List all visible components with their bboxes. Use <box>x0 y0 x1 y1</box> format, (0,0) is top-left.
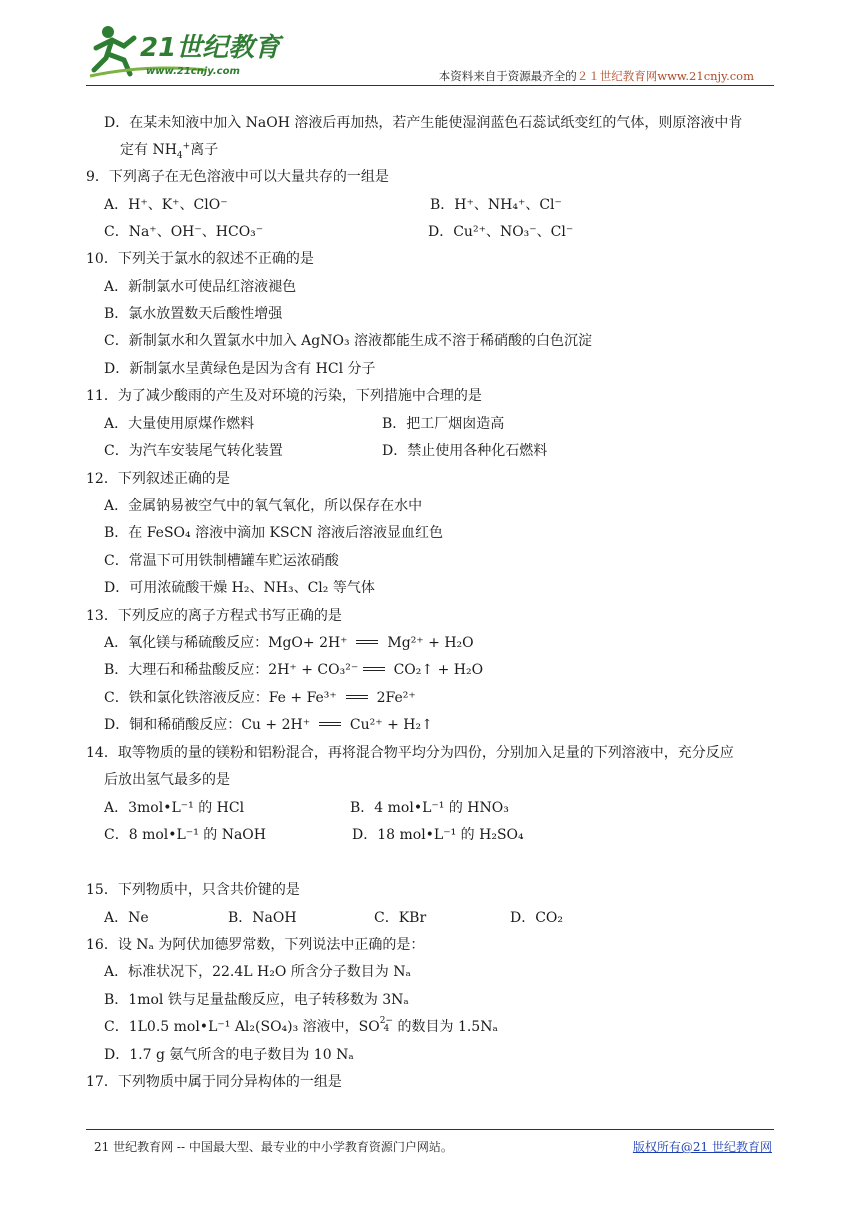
q8-d-pre: 定有 NH <box>120 142 177 158</box>
q9-option-c: C．Na⁺、OH⁻、HCO₃⁻ <box>104 224 264 240</box>
header-rule <box>86 85 774 86</box>
q11-option-d: D．禁止使用各种化石燃料 <box>382 443 548 459</box>
q10-option-d: D．新制氯水呈黄绿色是因为含有 HCl 分子 <box>104 361 376 377</box>
header-note-url[interactable]: www.21cnjy.com <box>657 69 754 83</box>
q13-b-rhs: CO₂↑ + H₂O <box>393 662 484 678</box>
q9-option-a: A．H⁺、K⁺、ClO⁻ <box>104 197 228 213</box>
q11-option-b: B．把工厂烟囱造高 <box>382 416 505 432</box>
q10-stem: 10．下列关于氯水的叙述不正确的是 <box>86 251 314 267</box>
q10-option-b: B．氯水放置数天后酸性增强 <box>104 306 283 322</box>
q8-option-d-line2: 定有 $NH_4^+$离子 <box>120 141 219 161</box>
q12-option-b: B．在 FeSO₄ 溶液中滴加 KSCN 溶液后溶液显血红色 <box>104 525 444 541</box>
q15-option-d: D．CO₂ <box>510 910 564 926</box>
equals-sign-icon <box>356 638 378 646</box>
q11-option-a: A．大量使用原煤作燃料 <box>104 416 255 432</box>
q13-c-lhs: C．铁和氯化铁溶液反应：Fe + Fe³⁺ <box>104 690 337 706</box>
q13-d-rhs: Cu²⁺ + H₂↑ <box>349 717 433 733</box>
q15-option-a: A．Ne <box>104 910 149 926</box>
q15-option-c: C．KBr <box>374 910 427 926</box>
q15-stem: 15．下列物质中，只含共价键的是 <box>86 882 300 898</box>
q13-stem: 13．下列反应的离子方程式书写正确的是 <box>86 608 342 624</box>
footer-rule <box>86 1129 774 1130</box>
q16-option-b: B．1mol 铁与足量盐酸反应，电子转移数为 3Nₐ <box>104 992 409 1008</box>
q14-option-b: B．4 mol•L⁻¹ 的 HNO₃ <box>350 800 509 816</box>
header-note <box>439 68 754 84</box>
q10-option-c: C．新制氯水和久置氯水中加入 AgNO₃ 溶液都能生成不溶于稀硝酸的白色沉淀 <box>104 333 593 349</box>
q10-option-a: A．新制氯水可使品红溶液褪色 <box>104 279 297 295</box>
header-note-source[interactable]: ２１世纪教育网 <box>576 69 658 83</box>
q16-option-c <box>104 1016 498 1038</box>
q8-d-post: 离子 <box>190 142 219 158</box>
q11-stem: 11．为了减少酸雨的产生及对环境的污染，下列措施中合理的是 <box>86 388 482 404</box>
q13-option-b <box>104 659 483 681</box>
q13-c-rhs: 2Fe²⁺ <box>376 690 416 706</box>
q12-stem: 12．下列叙述正确的是 <box>86 471 230 487</box>
q13-option-c <box>104 687 416 709</box>
q13-b-lhs: B．大理石和稀盐酸反应：2H⁺ + CO₃²⁻ <box>104 662 359 678</box>
q9-stem: 9．下列离子在无色溶液中可以大量共存的一组是 <box>86 169 389 185</box>
q11-option-c: C．为汽车安装尾气转化装置 <box>104 443 283 459</box>
q12-option-a: A．金属钠易被空气中的氧气氧化，所以保存在水中 <box>104 498 423 514</box>
q16-stem: 16．设 Nₐ 为阿伏加德罗常数，下列说法中正确的是： <box>86 937 425 953</box>
q14-stem-line1: 14．取等物质的量的镁粉和铝粉混合，再将混合物平均分为四份，分别加入足量的下列溶液中，充分反应 <box>86 745 734 761</box>
q17-stem: 17．下列物质中属于同分异构体的一组是 <box>86 1074 342 1090</box>
equals-sign-icon <box>363 665 385 673</box>
equals-sign-icon <box>346 693 368 701</box>
q13-option-d <box>104 714 433 736</box>
q13-a-rhs: Mg²⁺ + H₂O <box>387 635 474 651</box>
q9-option-d: D．Cu²⁺、NO₃⁻、Cl⁻ <box>428 224 574 240</box>
q16-c-post: 的数目为 1.5Nₐ <box>397 1019 498 1035</box>
q12-option-c: C．常温下可用铁制槽罐车贮运浓硝酸 <box>104 553 339 569</box>
header-note-prefix: 本资料来自于资源最齐全的 <box>438 69 577 83</box>
q14-option-a: A．3mol•L⁻¹ 的 HCl <box>104 800 245 816</box>
q16-option-d: D．1.7 g 氨气所含的电子数目为 10 Nₐ <box>104 1047 354 1063</box>
logo-url: www.21cnjy.com <box>146 66 240 77</box>
q13-option-a <box>104 632 474 654</box>
q14-option-c: C．8 mol•L⁻¹ 的 NaOH <box>104 827 266 843</box>
q13-d-lhs: D．铜和稀硝酸反应：Cu + 2H⁺ <box>104 717 311 733</box>
q8-option-d-line1: D．在某未知液中加入 NaOH 溶液后再加热，若产生能使湿润蓝色石蕊试纸变红的气体，则原溶液中肯 <box>104 115 743 131</box>
q16-option-a: A．标准状况下，22.4L H₂O 所含分子数目为 Nₐ <box>104 964 411 980</box>
q9-option-b: B．H⁺、NH₄⁺、Cl⁻ <box>430 197 562 213</box>
equals-sign-icon <box>319 720 341 728</box>
footer-tagline: 21 世纪教育网 -- 中国最大型、最专业的中小学教育资源门户网站。 <box>94 1140 453 1154</box>
q14-option-d: D．18 mol•L⁻¹ 的 H₂SO₄ <box>352 827 524 843</box>
q15-option-b: B．NaOH <box>228 910 297 926</box>
logo-text: 21世纪教育 <box>140 33 281 63</box>
q12-option-d: D．可用浓硫酸干燥 H₂、NH₃、Cl₂ 等气体 <box>104 580 375 596</box>
footer-copyright-link[interactable]: 版权所有@21 世纪教育网 <box>632 1140 772 1154</box>
q16-c-pre: C．1L0.5 mol•L⁻¹ Al₂(SO₄)₃ 溶液中，SO <box>104 1019 380 1035</box>
q14-stem-line2: 后放出氢气最多的是 <box>104 772 230 788</box>
sulfate-charge: 2− 4 <box>379 1016 394 1034</box>
site-logo[interactable] <box>86 18 286 84</box>
q13-a-lhs: A．氧化镁与稀硫酸反应：MgO+ 2H⁺ <box>104 635 348 651</box>
